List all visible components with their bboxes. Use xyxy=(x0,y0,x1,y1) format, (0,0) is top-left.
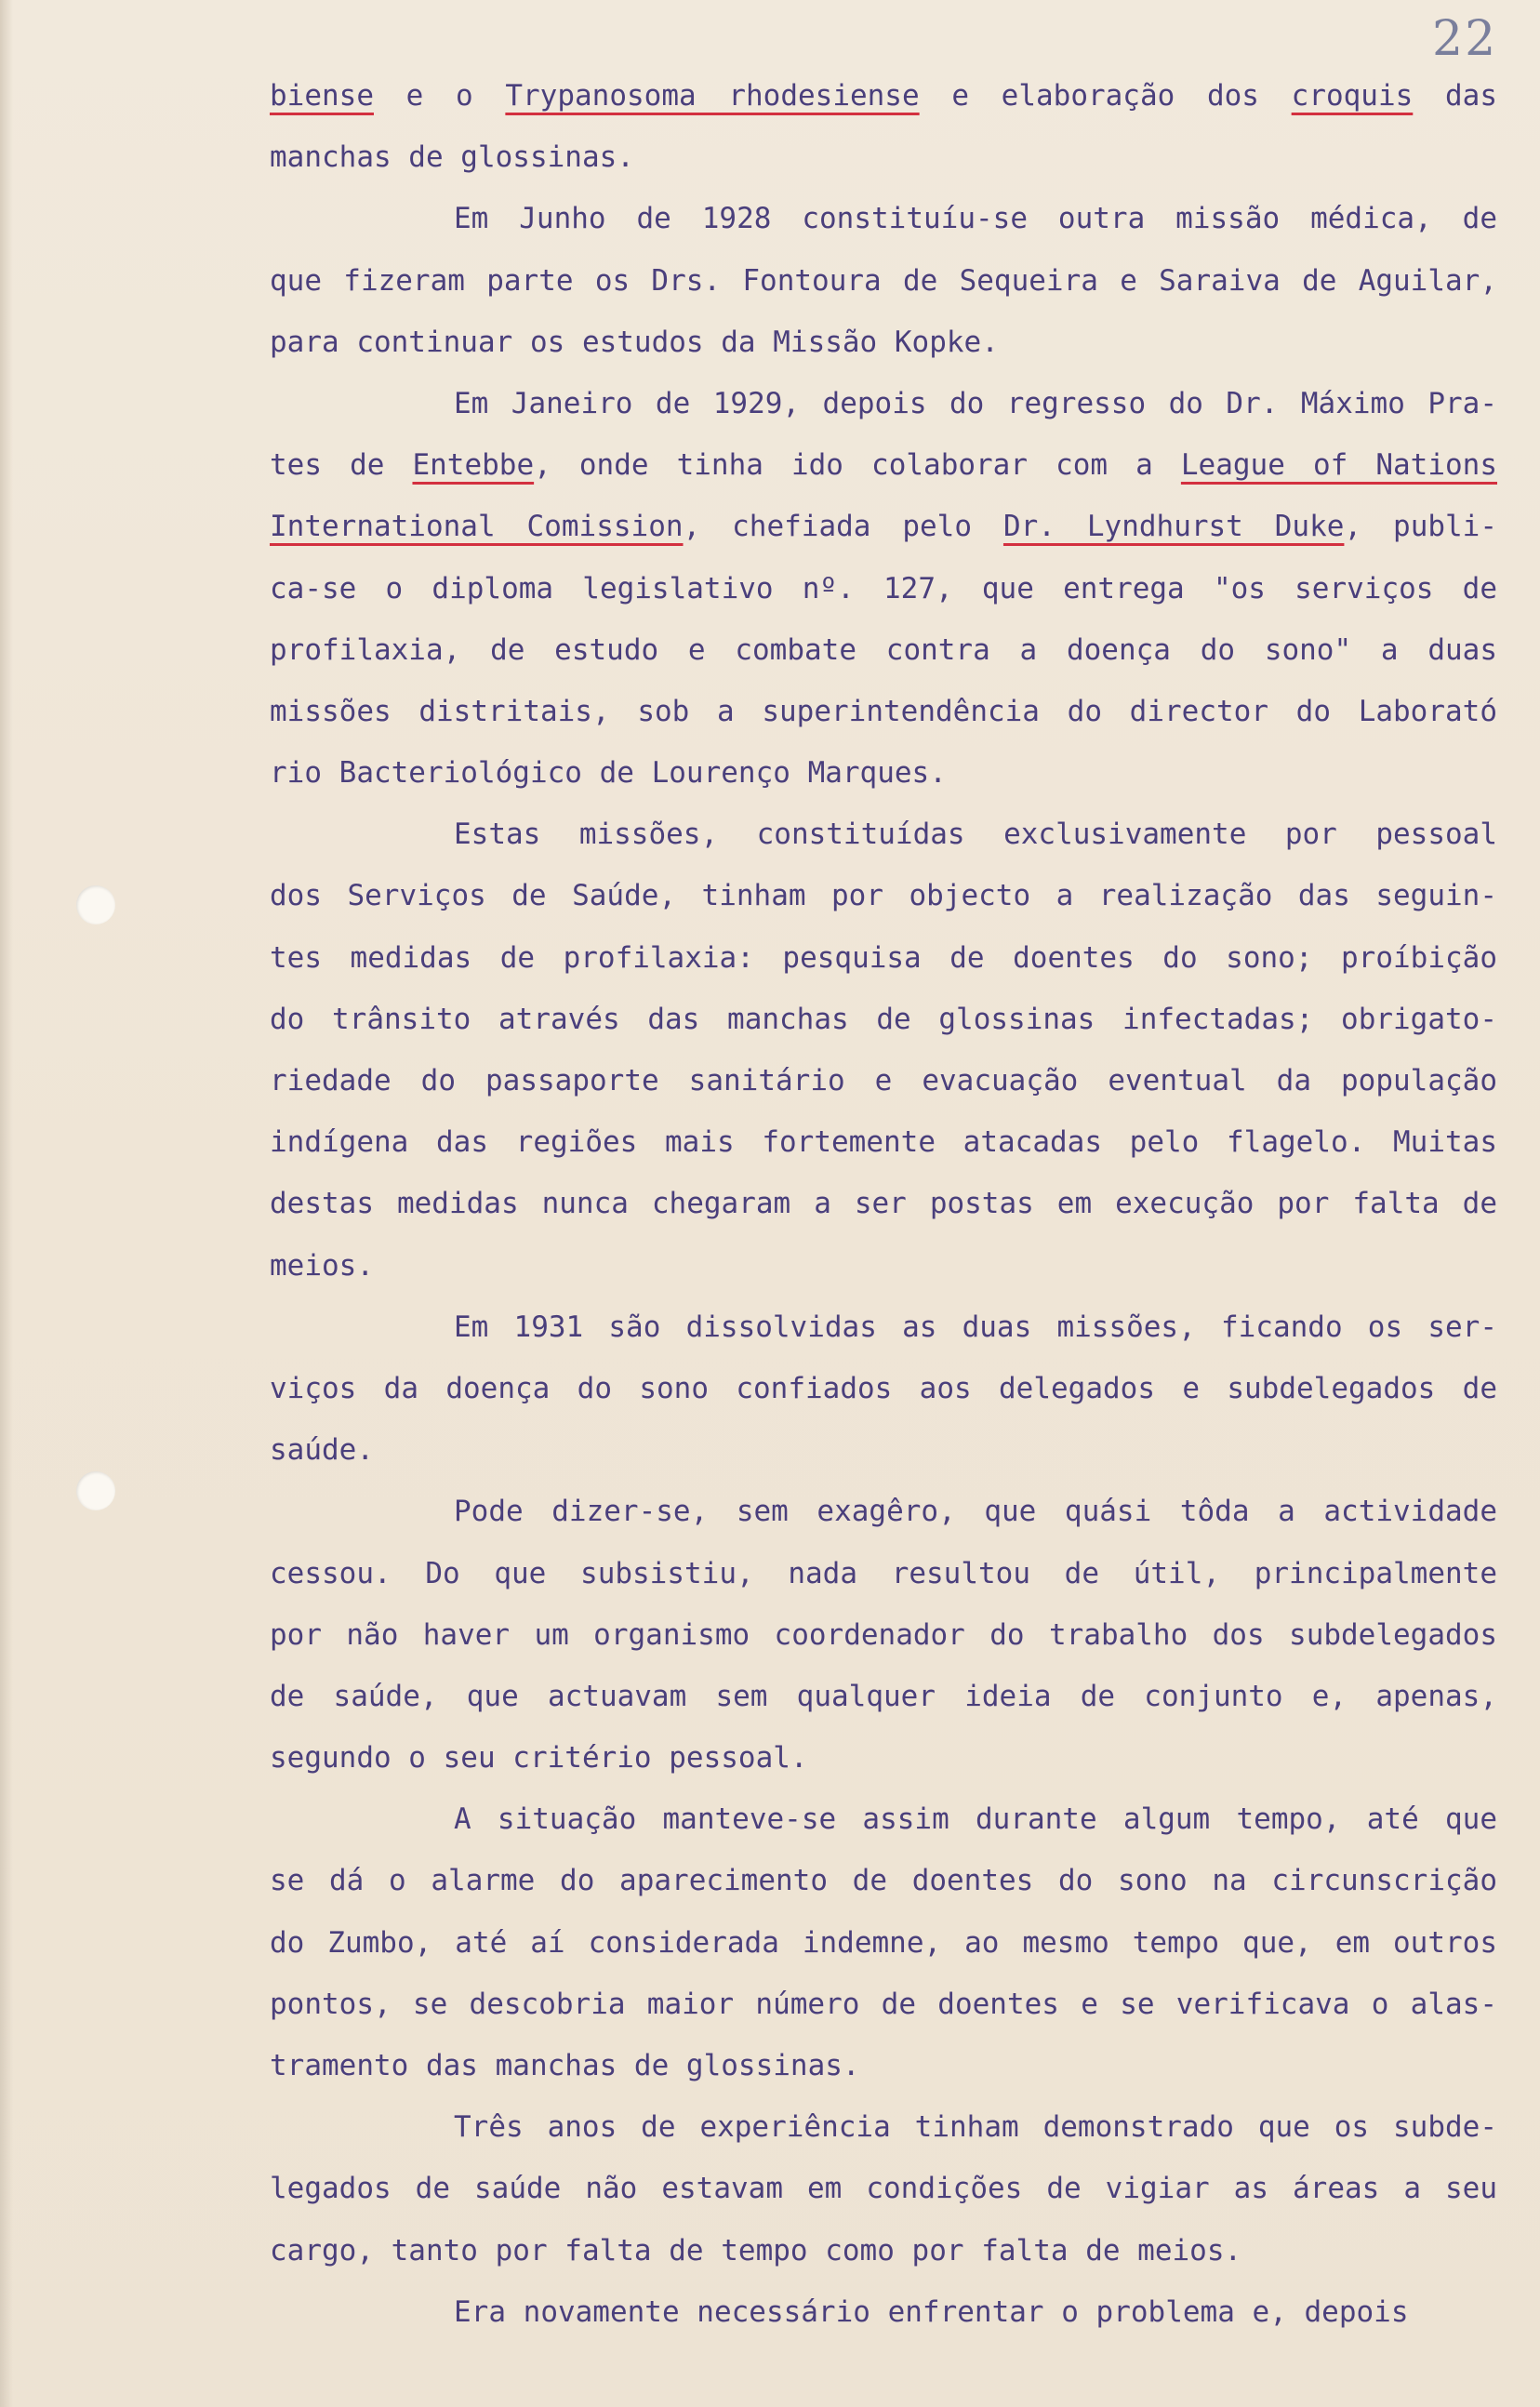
text-run: cargo, tanto por falta de tempo como por falta de meios. xyxy=(270,2233,1242,2267)
text-run: tes de xyxy=(270,448,413,483)
text-line xyxy=(270,1419,1497,1481)
paragraph-p9 xyxy=(270,2281,1497,2343)
text-run: Em Janeiro de 1929, depois do regresso do Dr. Máximo Pra- xyxy=(454,386,1497,420)
text-run: das xyxy=(1413,79,1497,113)
text-run: rio Bacteriológico de Lourenço Marques. xyxy=(270,756,947,791)
text-run: legados de saúde não estavam em condições de vigiar as áreas a seu xyxy=(270,2172,1497,2206)
underlined-term: croquis xyxy=(1291,79,1414,113)
text-line xyxy=(270,496,1497,557)
text-line xyxy=(270,681,1497,742)
text-line xyxy=(270,619,1497,681)
typed-text-body xyxy=(270,65,1497,2343)
text-line xyxy=(270,865,1497,926)
text-run: ca-se o diploma legislativo nº. 127, que entrega "os serviços de xyxy=(270,571,1497,605)
text-line xyxy=(270,558,1497,619)
text-line xyxy=(270,1358,1497,1419)
paragraph-p8 xyxy=(270,2096,1497,2281)
text-line xyxy=(270,2220,1497,2281)
text-run: Em 1931 são dissolvidas as duas missões, ficando os ser- xyxy=(454,1310,1497,1344)
text-line xyxy=(270,989,1497,1050)
text-run: , chefiada pelo xyxy=(683,510,1003,544)
text-run: Pode dizer-se, sem exagêro, que quási tôda a actividade xyxy=(454,1495,1497,1529)
text-run: tramento das manchas de glossinas. xyxy=(270,2049,860,2082)
text-run: destas medidas nunca chegaram a ser postas em execução por falta de xyxy=(270,1187,1497,1221)
text-line xyxy=(270,1974,1497,2035)
underlined-term: biense xyxy=(270,79,374,113)
text-line xyxy=(270,188,1497,249)
text-line xyxy=(270,250,1497,312)
paragraph-p6 xyxy=(270,1481,1497,1789)
text-run: segundo o seu critério pessoal. xyxy=(270,1741,808,1775)
text-line xyxy=(270,742,1497,804)
text-run: missões distritais, sob a superintendência do director do Laborató xyxy=(270,694,1497,728)
text-run: , onde tinha ido colaborar com a xyxy=(534,448,1181,483)
text-line xyxy=(270,373,1497,434)
text-run: Era novamente necessário enfrentar o problema e, depois xyxy=(454,2294,1409,2329)
text-line xyxy=(270,1604,1497,1666)
text-run: de saúde, que actuavam sem qualquer ideia de conjunto e, apenas, xyxy=(270,1679,1497,1713)
text-line xyxy=(270,2035,1497,2096)
text-run: indígena das regiões mais fortemente atacadas pelo flagelo. Muitas xyxy=(270,1125,1497,1160)
text-line xyxy=(270,1173,1497,1234)
underlined-term: Entebbe xyxy=(412,448,535,483)
text-line xyxy=(270,1912,1497,1974)
paragraph-p4 xyxy=(270,804,1497,1297)
underlined-term: Trypanosoma rhodesiense xyxy=(505,79,920,113)
text-line xyxy=(270,1666,1497,1727)
text-line xyxy=(270,1111,1497,1173)
page-edge-shadow xyxy=(0,0,13,2407)
text-run: meios. xyxy=(270,1248,374,1283)
text-run: do Zumbo, até aí considerada indemne, ao mesmo tempo que, em outros xyxy=(270,1925,1497,1960)
text-run: profilaxia, de estudo e combate contra a doença do sono" a duas xyxy=(270,632,1497,667)
paragraph-p2 xyxy=(270,188,1497,373)
text-line xyxy=(270,434,1497,496)
text-run: e o xyxy=(373,79,506,113)
text-run: que fizeram parte os Drs. Fontoura de Sequeira e Saraiva de Aguilar, xyxy=(270,263,1497,298)
paragraph-p3 xyxy=(270,373,1497,804)
text-line xyxy=(270,1727,1497,1789)
text-run: , publi- xyxy=(1344,510,1498,544)
text-line xyxy=(270,1543,1497,1604)
underlined-term: International Comission xyxy=(270,510,684,544)
text-line xyxy=(270,1850,1497,1911)
text-line xyxy=(270,804,1497,865)
text-line xyxy=(270,126,1497,188)
text-run: saúde. xyxy=(270,1433,374,1468)
text-run: cessou. Do que subsistiu, nada resultou de útil, principalmente xyxy=(270,1556,1497,1590)
text-run: A situação manteve-se assim durante algum tempo, até que xyxy=(454,1802,1497,1837)
text-line xyxy=(270,927,1497,989)
text-line xyxy=(270,1789,1497,1850)
text-line xyxy=(270,1235,1497,1297)
text-run: por não haver um organismo coordenador do trabalho dos subdelegados xyxy=(270,1617,1497,1652)
page-number: 22 xyxy=(1432,11,1498,67)
text-run: tes medidas de profilaxia: pesquisa de doentes do sono; proíbição xyxy=(270,940,1497,975)
text-line xyxy=(270,312,1497,373)
text-run: Em Junho de 1928 constituíu-se outra missão médica, de xyxy=(454,202,1497,236)
text-run: e elaboração dos xyxy=(919,79,1292,113)
paragraph-p1 xyxy=(270,65,1497,188)
text-line xyxy=(270,65,1497,126)
text-run: manchas de glossinas. xyxy=(270,140,634,175)
text-run: se dá o alarme do aparecimento de doentes do sono na circunscrição xyxy=(270,1864,1497,1898)
punch-hole-bottom xyxy=(76,1471,115,1510)
underlined-term: League of Nations xyxy=(1180,448,1497,483)
text-run: Estas missões, constituídas exclusivamente por pessoal xyxy=(454,818,1497,852)
underlined-term: Dr. Lyndhurst Duke xyxy=(1002,510,1345,544)
paragraph-p7 xyxy=(270,1789,1497,2096)
text-line xyxy=(270,2281,1497,2343)
text-run: pontos, se descobria maior número de doentes e se verificava o alas- xyxy=(270,1987,1497,2021)
text-run: dos Serviços de Saúde, tinham por objecto a realização das seguin- xyxy=(270,879,1497,913)
text-run: Três anos de experiência tinham demonstrado que os subde- xyxy=(454,2110,1497,2145)
text-run: viços da doença do sono confiados aos delegados e subdelegados de xyxy=(270,1371,1497,1405)
text-run: para continuar os estudos da Missão Kopke. xyxy=(270,325,999,359)
text-line xyxy=(270,1481,1497,1542)
text-run: do trânsito através das manchas de glossinas infectadas; obrigato- xyxy=(270,1002,1497,1036)
text-line xyxy=(270,1050,1497,1111)
punch-hole-top xyxy=(76,885,115,924)
paragraph-p5 xyxy=(270,1297,1497,1482)
text-line xyxy=(270,1297,1497,1358)
text-run: riedade do passaporte sanitário e evacuação eventual da população xyxy=(270,1064,1497,1097)
text-line xyxy=(270,2096,1497,2158)
text-line xyxy=(270,2158,1497,2219)
